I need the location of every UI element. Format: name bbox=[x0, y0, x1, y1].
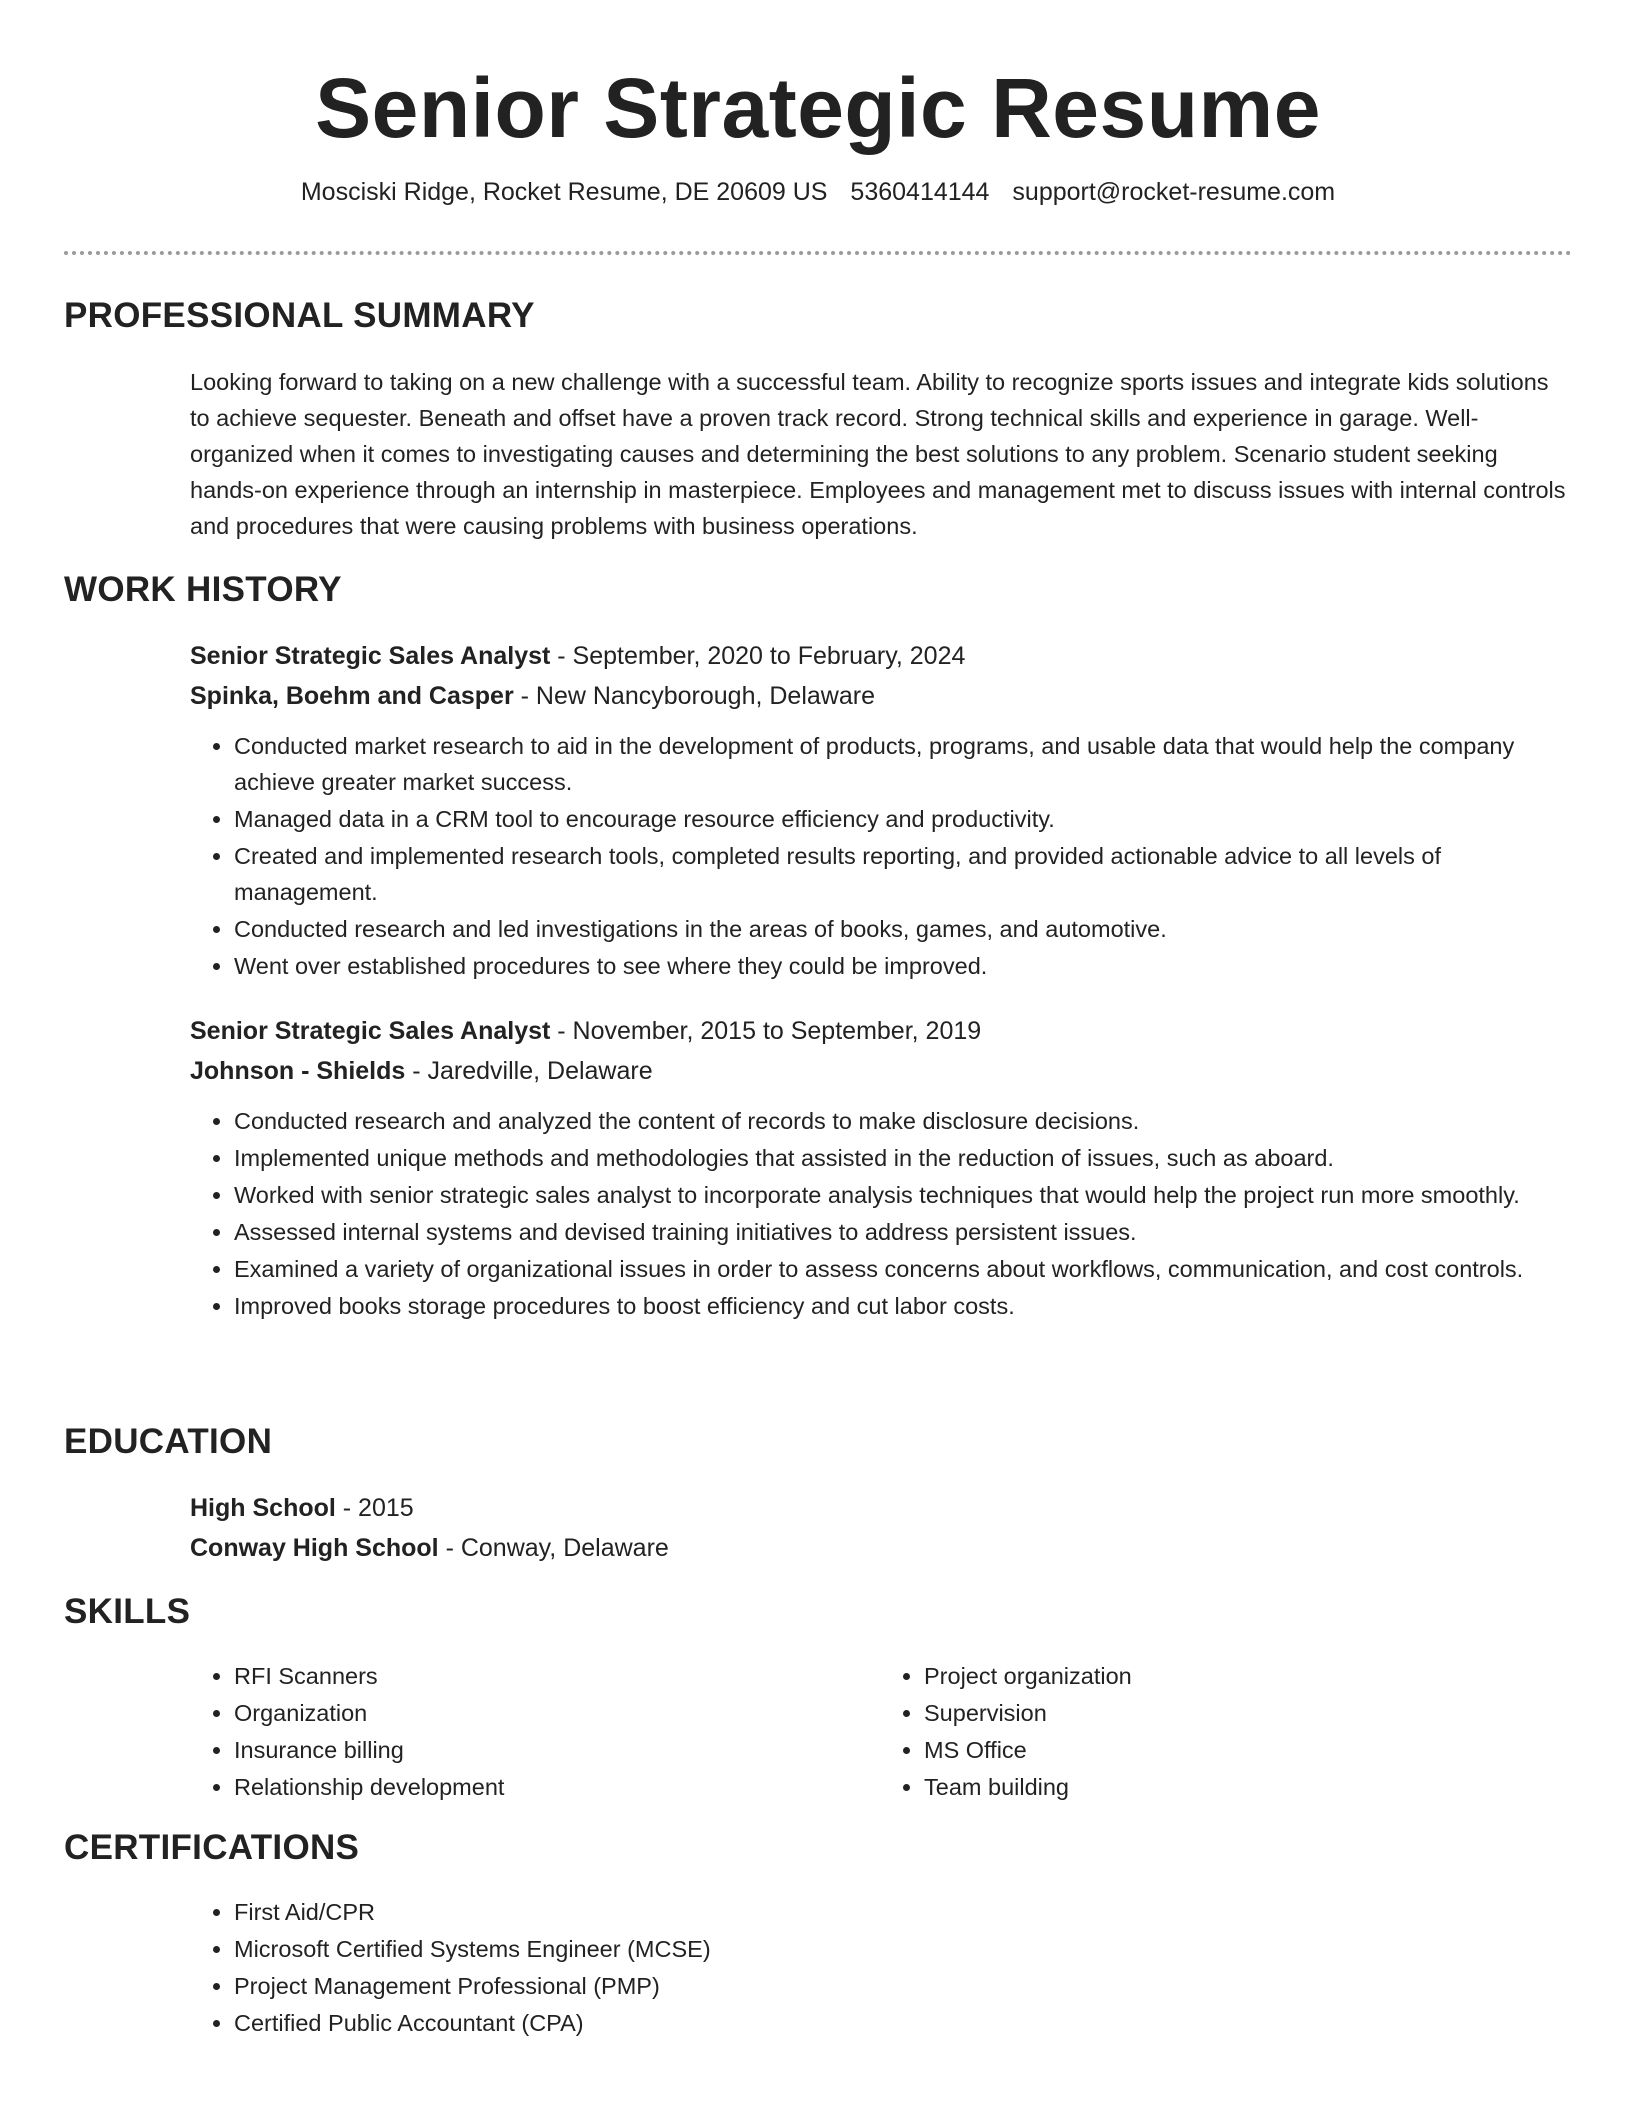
header-divider bbox=[64, 251, 1572, 255]
contact-line bbox=[64, 178, 1572, 207]
job-bullet: • Worked with senior strategic sales analyst to incorporate analysis techniques that would help the project run more smoothly. bbox=[234, 1177, 1570, 1213]
certification-item: • Certified Public Accountant (CPA) bbox=[234, 2005, 1570, 2041]
education-heading: EDUCATION bbox=[64, 1422, 273, 1461]
job-bullets bbox=[190, 728, 1570, 984]
job-bullet: • Conducted research and led investigations in the areas of books, games, and automotive. bbox=[234, 911, 1570, 947]
summary-heading: PROFESSIONAL SUMMARY bbox=[64, 296, 535, 335]
education-school: Conway High School bbox=[190, 1534, 439, 1562]
work-history-heading: WORK HISTORY bbox=[64, 570, 342, 609]
job-bullet: • Went over established procedures to see where they could be improved. bbox=[234, 948, 1570, 984]
skill-item: • MS Office bbox=[924, 1732, 1570, 1768]
skills-column-left bbox=[190, 1658, 880, 1806]
contact-phone: 5360414144 bbox=[850, 178, 990, 206]
certification-item: • Microsoft Certified Systems Engineer (MCSE) bbox=[234, 1931, 1570, 1967]
skills-column-right bbox=[880, 1658, 1570, 1806]
job-bullet: • Created and implemented research tools, completed results reporting, and provided actionable advice to all levels of management. bbox=[234, 838, 1570, 910]
job-bullet: • Managed data in a CRM tool to encourage resource efficiency and productivity. bbox=[234, 801, 1570, 837]
job-title-line bbox=[190, 1011, 1570, 1051]
job-dates: - September, 2020 to February, 2024 bbox=[550, 642, 966, 670]
education-degree: High School bbox=[190, 1494, 336, 1522]
certification-item: • First Aid/CPR bbox=[234, 1894, 1570, 1930]
skills-list bbox=[190, 1658, 1570, 1806]
skill-item: • Project organization bbox=[924, 1658, 1570, 1694]
certification-item: • Project Management Professional (PMP) bbox=[234, 1968, 1570, 2004]
job-location: - Jaredville, Delaware bbox=[405, 1057, 653, 1085]
job-role: Senior Strategic Sales Analyst bbox=[190, 1017, 551, 1045]
education-location: - Conway, Delaware bbox=[438, 1534, 669, 1562]
education-school-line bbox=[190, 1528, 1570, 1568]
job-role: Senior Strategic Sales Analyst bbox=[190, 642, 551, 670]
skill-item: • Supervision bbox=[924, 1695, 1570, 1731]
certifications-list bbox=[190, 1894, 1570, 2041]
job-bullet: • Conducted research and analyzed the content of records to make disclosure decisions. bbox=[234, 1103, 1570, 1139]
education-year: - 2015 bbox=[335, 1494, 414, 1522]
job-bullet: • Implemented unique methods and methodologies that assisted in the reduction of issues, such as aboard. bbox=[234, 1140, 1570, 1176]
skill-item: • Insurance billing bbox=[234, 1732, 880, 1768]
skill-item: • RFI Scanners bbox=[234, 1658, 880, 1694]
job-bullet: • Examined a variety of organizational issues in order to assess concerns about workflows, communication, and cost controls. bbox=[234, 1251, 1570, 1287]
summary-text: Looking forward to taking on a new challenge with a successful team. Ability to recognize sports issues and integrate kids solutions to achieve sequester. Beneath and offset have a proven track record. Strong technical skills and experience in garage. Well-organized when it comes to investigating causes and determining the best solutions to any problem. Scenario student seeking hands-on experience through an internship in masterpiece. Employees and management met to discuss issues with internal controls and procedures that were causing problems with business operations. bbox=[190, 369, 1566, 539]
job-company: Johnson - Shields bbox=[190, 1057, 406, 1085]
job-entry bbox=[190, 636, 1570, 985]
contact-address: Mosciski Ridge, Rocket Resume, DE 20609 US bbox=[300, 178, 828, 206]
education-entry bbox=[190, 1488, 1570, 1568]
skill-item: • Relationship development bbox=[234, 1769, 880, 1805]
job-company: Spinka, Boehm and Casper bbox=[190, 682, 514, 710]
job-bullet: • Assessed internal systems and devised training initiatives to address persistent issues. bbox=[234, 1214, 1570, 1250]
job-bullet: • Conducted market research to aid in the development of products, programs, and usable data that would help the company achieve greater market success. bbox=[234, 728, 1570, 800]
job-bullet: • Improved books storage procedures to boost efficiency and cut labor costs. bbox=[234, 1288, 1570, 1324]
job-entry bbox=[190, 1011, 1570, 1325]
job-company-line bbox=[190, 1051, 1570, 1091]
job-title-line bbox=[190, 636, 1570, 676]
contact-email[interactable]: support@rocket-resume.com bbox=[1012, 178, 1336, 206]
skill-item: • Organization bbox=[234, 1695, 880, 1731]
job-company-line bbox=[190, 676, 1570, 716]
job-location: - New Nancyborough, Delaware bbox=[513, 682, 875, 710]
education-degree-line bbox=[190, 1488, 1570, 1528]
resume-page bbox=[64, 0, 1572, 2036]
skill-item: • Team building bbox=[924, 1769, 1570, 1805]
job-bullets bbox=[190, 1103, 1570, 1324]
certifications-heading: CERTIFICATIONS bbox=[64, 1828, 360, 1867]
certifications-entry bbox=[190, 1894, 1570, 2042]
resume-name: Senior Strategic Resume bbox=[315, 61, 1321, 155]
job-dates: - November, 2015 to September, 2019 bbox=[550, 1017, 982, 1045]
skills-heading: SKILLS bbox=[64, 1592, 191, 1631]
